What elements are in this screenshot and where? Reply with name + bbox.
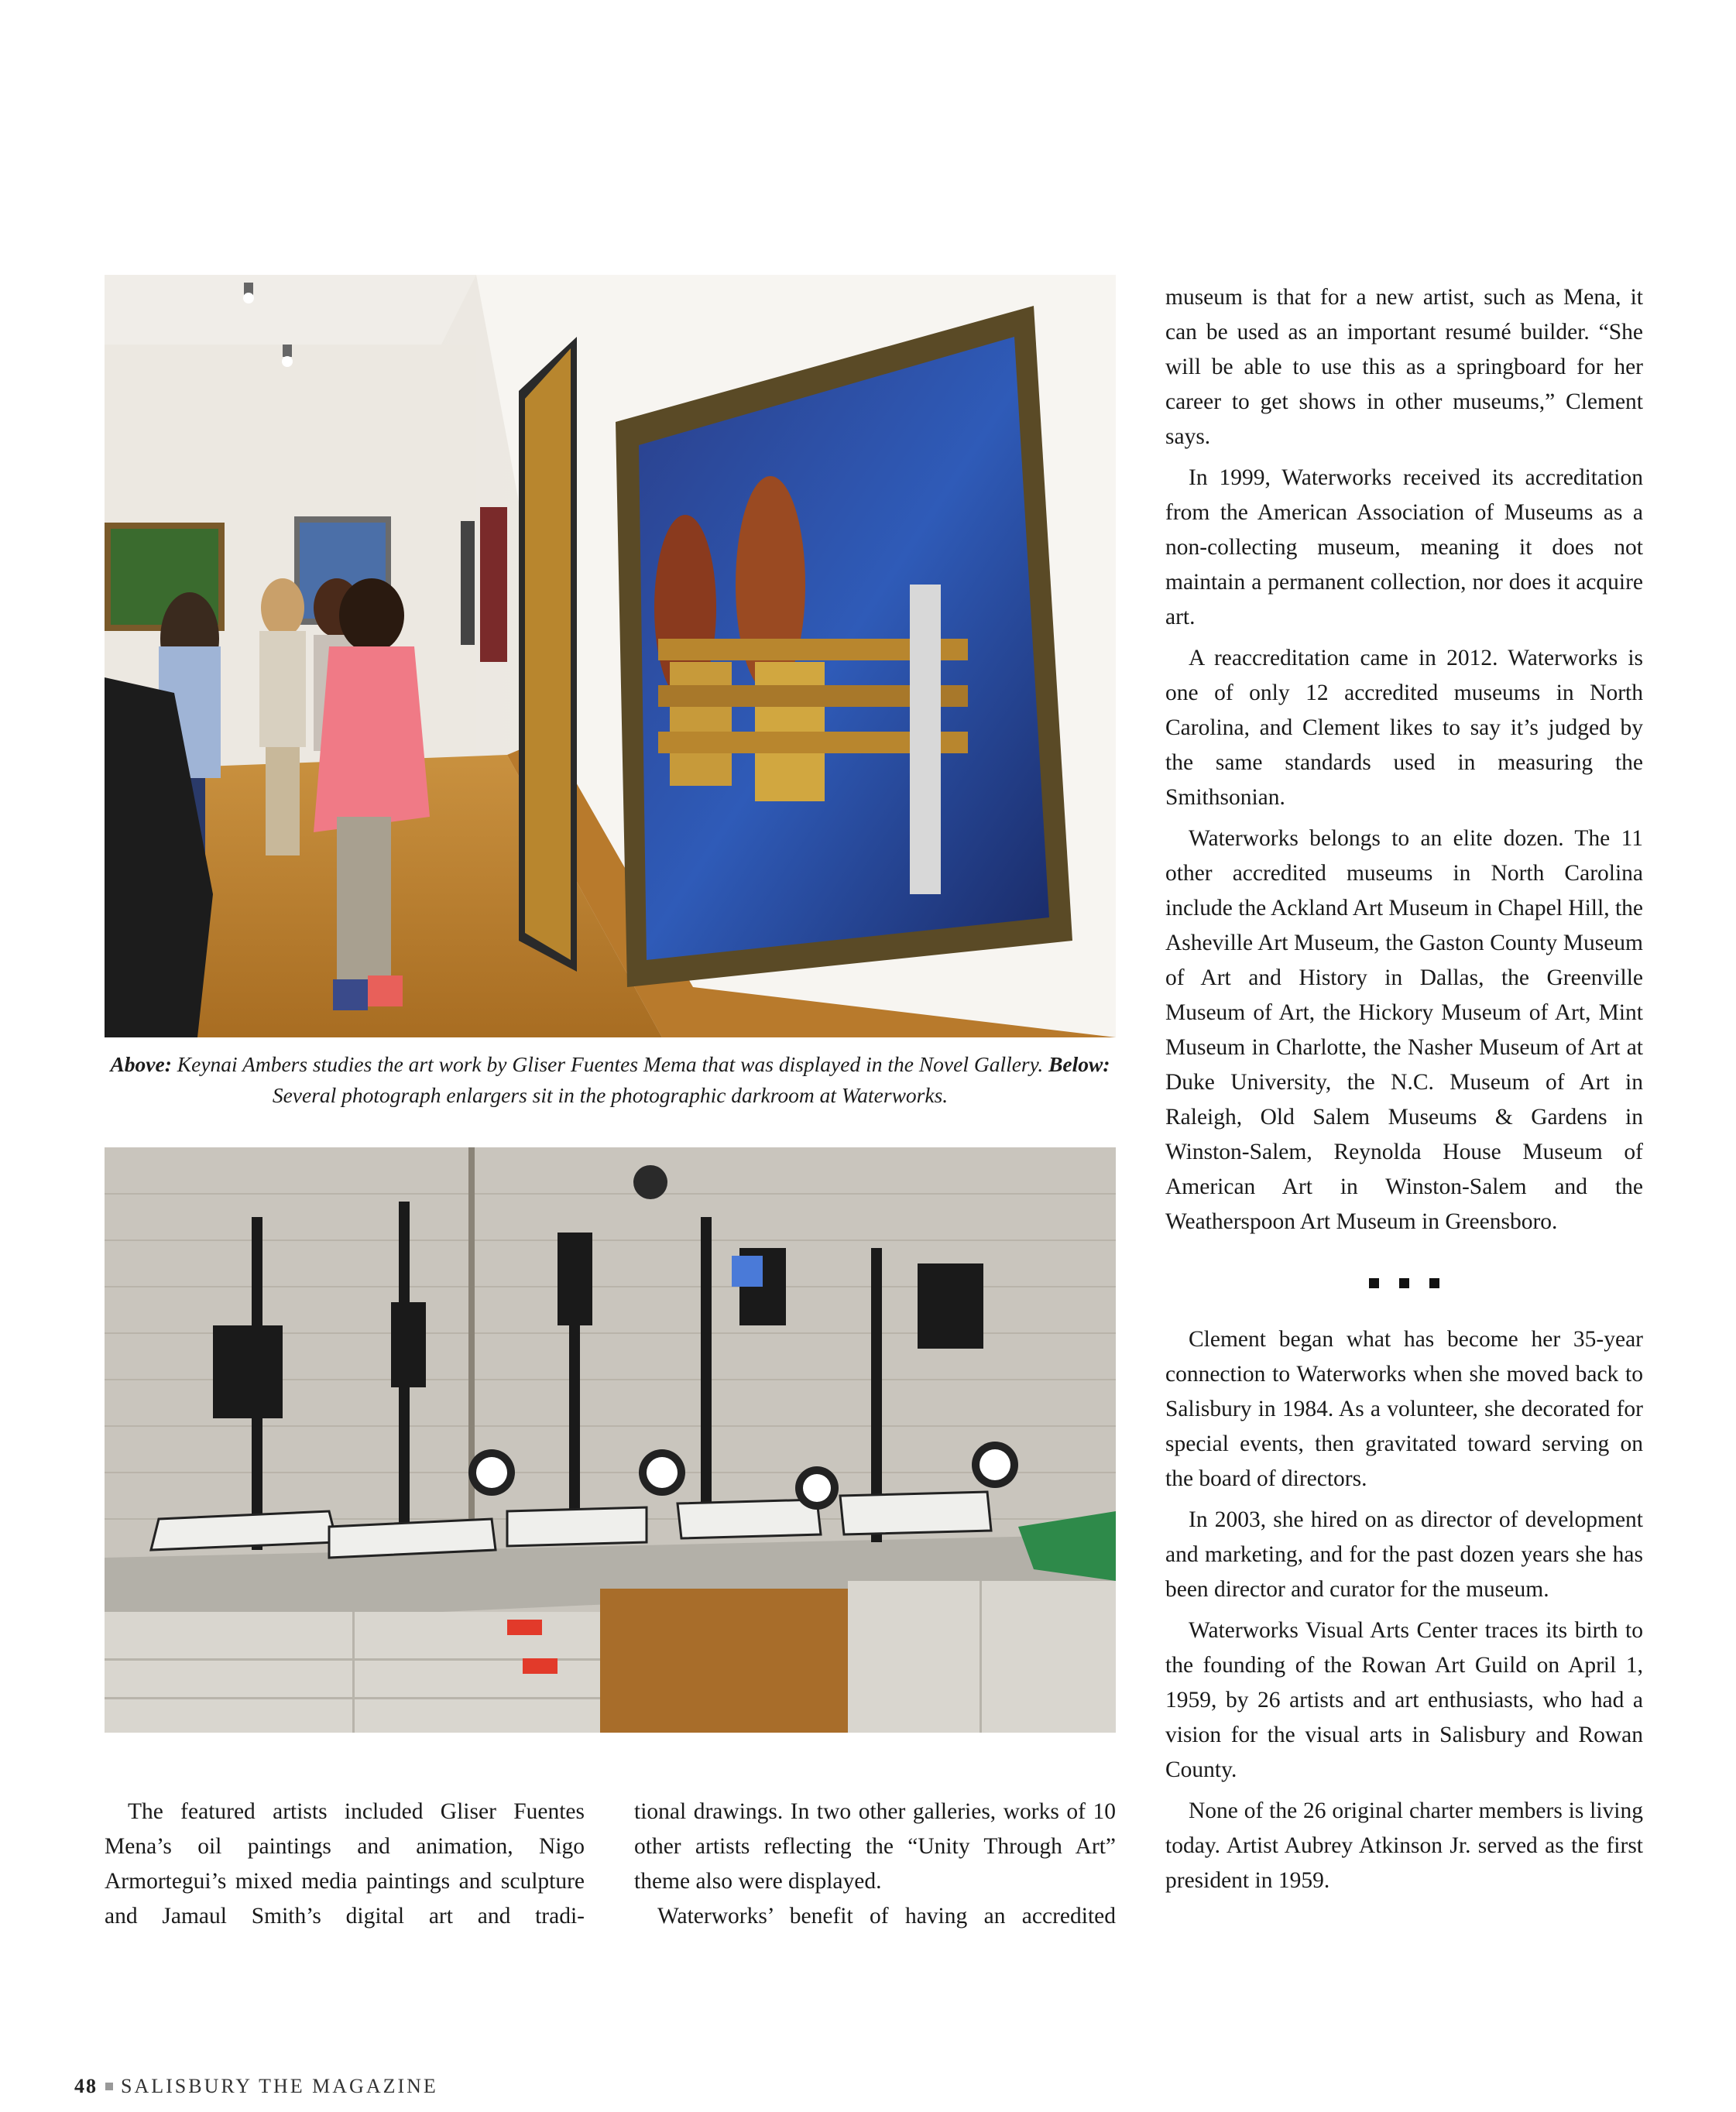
article-paragraph: In 1999, Waterworks received its accreditation from the American Association of Museums as a non-collecting museum, meaning it does not maintain a permanent collection, nor does it acquire art. [1165,465,1643,629]
gallery-photo [105,275,1116,1037]
article-paragraph: Waterworks belongs to an elite dozen. The 11 other accredited museums in North Carolina include the Ackland Art Museum in Chapel Hill, the Asheville Art Museum, the Gaston County Museum of Art and History in Dallas, the Greenville Museum of Art, the Hickory Museum of Art, Mint Museum in Charlotte, the Nasher Museum of Art at Duke University, the N.C. Museum of Art in Raleigh, Old Salem Museums & Gardens in Winston-Salem, Reynolda House Museum of American Art in Winston-Salem and the Weatherspoon Art Museum in Greensboro. [1165,826,1643,1234]
caption-above-text: Keynai Ambers studies the art work by Gliser Fuentes Mema that was displayed in the Novel Gallery. [177,1052,1044,1076]
darkroom-photo [105,1147,1116,1733]
section-break-icon [1165,1264,1643,1299]
darkroom-photo-icon [105,1147,1116,1733]
article-paragraph: A reaccreditation came in 2012. Waterworks is one of only 12 accredited museums in North Carolina, and Clement likes to say it’s judged by the same standards used in measuring the Smithsonian. [1165,646,1643,810]
article-paragraph: tional drawings. In two other galleries, works of 10 other artists reflecting the “Unity Through Art” theme also were displayed. [634,1799,1116,1894]
caption-below-text: Several photograph enlargers sit in the photographic darkroom at Waterworks. [272,1083,949,1107]
gallery-photo-icon [105,275,1116,1037]
caption-below-label: Below: [1048,1052,1110,1076]
caption-above-label: Above: [110,1052,172,1076]
article-paragraph: The featured artists included Gliser Fuentes Mena’s oil paintings and animation, Nigo Armortegui’s mixed media paintings and sculpture and Jamaul Smith’s digital art and tradi- [105,1799,585,1929]
photo-caption [105,1049,1116,1111]
magazine-name: SALISBURY THE MAGAZINE [121,2075,438,2097]
article-paragraph: museum is that for a new artist, such as Mena, it can be used as an important resumé builder. “She will be able to use this as a springboard for her career to get shows in other museums,” Clement says. [1165,285,1643,449]
article-paragraph: In 2003, she hired on as director of development and marketing, and for the past dozen years she has been director and curator for the museum. [1165,1507,1643,1602]
article-paragraph: Waterworks’ benefit of having an accredited [657,1904,1116,1929]
page-number: 48 [74,2075,98,2097]
page-footer [74,2075,438,2098]
footer-separator-icon [105,2083,113,2090]
article-paragraph: None of the 26 original charter members is living today. Artist Aubrey Atkinson Jr. served as the first president in 1959. [1165,1798,1643,1893]
article-column-middle [634,1795,1116,1934]
article-column-right [1165,280,1643,1898]
article-column-left [105,1795,585,1934]
article-paragraph: Waterworks Visual Arts Center traces its birth to the founding of the Rowan Art Guild on April 1, 1959, by 26 artists and art enthusiasts, who had a vision for the visual arts in Salisbury and Rowan County. [1165,1618,1643,1782]
article-paragraph: Clement began what has become her 35-year connection to Waterworks when she moved back to Salisbury in 1984. As a volunteer, she decorated for special events, then gravitated toward serving on the board of directors. [1165,1327,1643,1491]
